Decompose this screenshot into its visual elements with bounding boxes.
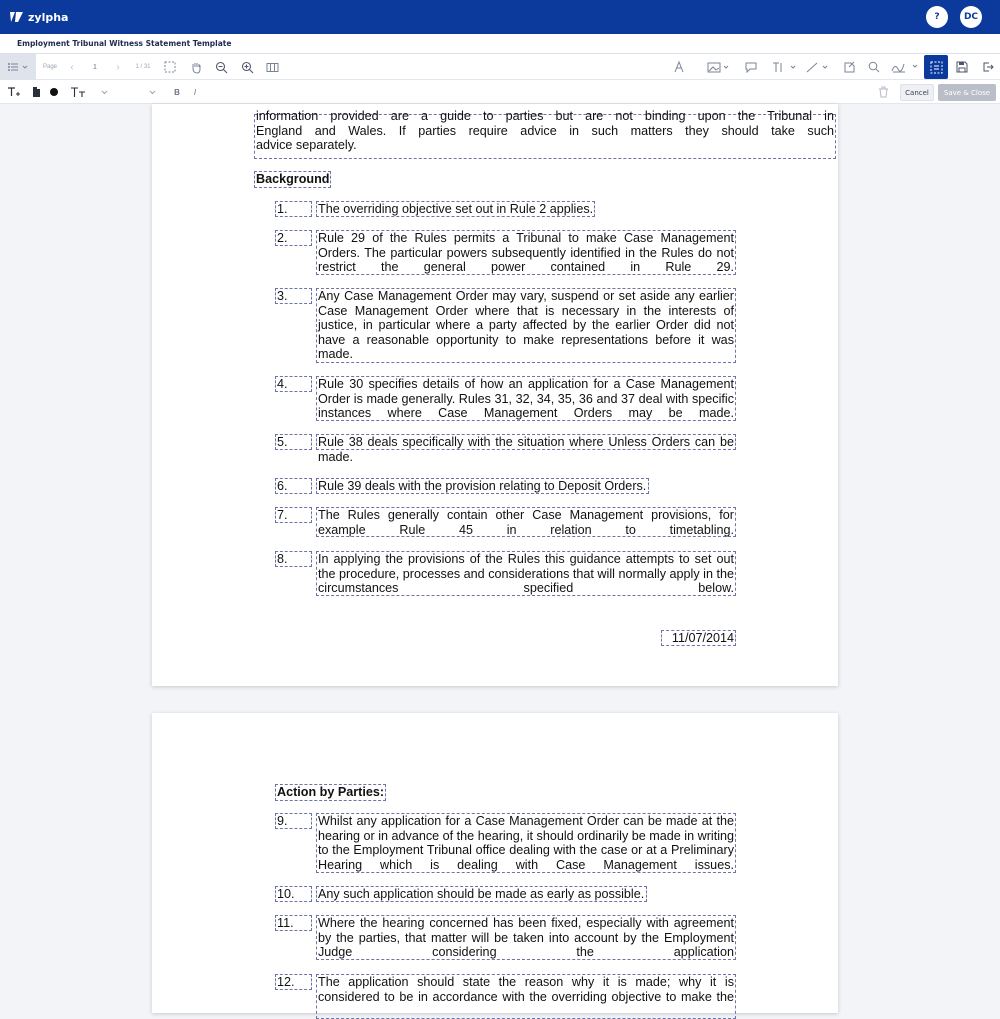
- item-text-1[interactable]: The overriding objective set out in Rule 2 applies.: [318, 202, 594, 216]
- item-text-3[interactable]: Any Case Management Order may vary, suspend or set aside any earlier Case Management Order where that is necessary in the interests of justice, in particular where a party affected by the earlier Order did not have a reasonable opportunity to make representations before it was made.: [318, 289, 734, 361]
- zoom-out-icon: [215, 61, 228, 74]
- app-header: [0, 0, 1000, 34]
- page-number-input[interactable]: 1: [93, 63, 97, 71]
- item-number-11[interactable]: 11.: [275, 915, 312, 931]
- item-text-7[interactable]: The Rules generally contain other Case Management provisions, for example Rule 45 in relation to timetabling.: [318, 508, 734, 537]
- item-text-5[interactable]: Rule 38 deals specifically with the situation where Unless Orders can be made.: [318, 435, 734, 464]
- search-icon: [868, 61, 880, 73]
- document-page-1: [152, 104, 838, 686]
- heading-background[interactable]: Background: [256, 172, 330, 186]
- text-icon: [771, 62, 797, 73]
- stamp-button[interactable]: [842, 54, 856, 80]
- text-color-button[interactable]: [46, 80, 62, 104]
- font-size-icon: [70, 86, 86, 98]
- document-page-2: [152, 713, 838, 1013]
- bold-button[interactable]: B: [174, 87, 180, 97]
- heading-action-by-parties[interactable]: Action by Parties:: [277, 785, 385, 799]
- item-number-3[interactable]: 3.: [275, 288, 312, 304]
- app-logo-text: zylpha: [28, 10, 69, 24]
- add-text-field-icon: [7, 86, 21, 98]
- user-avatar[interactable]: DC: [960, 6, 982, 28]
- cancel-button[interactable]: Cancel: [900, 84, 934, 101]
- item-number-4[interactable]: 4.: [275, 376, 312, 392]
- next-page-button[interactable]: ›: [116, 61, 120, 73]
- item-number-7[interactable]: 7.: [275, 507, 312, 523]
- signature-button[interactable]: [890, 54, 920, 80]
- intro-line-3: advice separately.: [256, 138, 357, 152]
- pan-button[interactable]: [188, 54, 204, 80]
- comment-icon: [745, 61, 757, 73]
- format-toolbar: [0, 80, 1000, 104]
- chevron-down-icon: [101, 90, 108, 95]
- item-text-4[interactable]: Rule 30 specifies details of how an application for a Case Management Order is made generally. Rules 31, 32, 34, 35, 36 and 37 deal with specific instances where Case Management Orders may be made.: [318, 377, 734, 420]
- item-text-11[interactable]: Where the hearing concerned has been fixed, especially with agreement by the parties, that matter will be taken into account by the Employment Judge considering the application: [318, 916, 734, 959]
- image-icon: [707, 62, 731, 73]
- signature-icon: [891, 61, 919, 73]
- stamp-icon: [843, 61, 855, 73]
- font-size-button[interactable]: [68, 80, 88, 104]
- pen-icon: [673, 61, 685, 73]
- select-icon: [164, 61, 176, 73]
- form-fields-button[interactable]: [924, 55, 948, 79]
- draw-line-button[interactable]: [806, 54, 830, 80]
- help-button[interactable]: ?: [926, 6, 948, 28]
- add-text-button[interactable]: [770, 54, 798, 80]
- page-total: 1 / 31: [135, 64, 151, 70]
- text-field-intro[interactable]: [254, 109, 836, 159]
- font-family-dropdown[interactable]: [100, 80, 108, 104]
- chevron-down-icon: [149, 90, 156, 95]
- item-text-8[interactable]: In applying the provisions of the Rules this guidance attempts to set out the procedure, processes and considerations that will normally apply in the circumstances specified below.: [318, 552, 734, 595]
- item-number-12[interactable]: 12.: [275, 974, 312, 990]
- item-number-6[interactable]: 6.: [275, 478, 312, 494]
- item-text-10[interactable]: Any such application should be made as early as possible.: [316, 886, 647, 902]
- save-icon: [956, 61, 968, 73]
- zoom-out-button[interactable]: [213, 54, 229, 80]
- page-layout-button[interactable]: [264, 54, 280, 80]
- exit-button[interactable]: [980, 54, 996, 80]
- line-icon: [806, 62, 830, 73]
- columns-icon: [266, 62, 279, 73]
- exit-icon: [982, 61, 994, 73]
- text-field-tool-button[interactable]: [6, 80, 22, 104]
- zoom-in-icon: [241, 61, 254, 74]
- hand-icon: [190, 61, 203, 74]
- thumbnail-list-button[interactable]: [0, 54, 36, 80]
- viewer-toolbar: [0, 54, 1000, 80]
- marquee-select-button[interactable]: [163, 54, 177, 80]
- intro-line-2: England and Wales. If parties require advice in such matters they should take such: [256, 123, 834, 138]
- date-field[interactable]: 11/07/2014: [661, 630, 736, 646]
- zoom-in-button[interactable]: [239, 54, 255, 80]
- save-and-close-button[interactable]: Save & Close: [938, 84, 996, 101]
- item-number-2[interactable]: 2.: [275, 230, 312, 246]
- form-field-icon: [930, 61, 943, 74]
- fill-bucket-icon: [30, 86, 42, 98]
- italic-button[interactable]: I: [193, 87, 197, 97]
- item-number-1[interactable]: 1.: [275, 201, 312, 217]
- zylpha-logo-icon: [10, 11, 24, 23]
- color-dot-icon: [49, 87, 59, 97]
- comment-button[interactable]: [744, 54, 758, 80]
- fill-color-button[interactable]: [28, 80, 44, 104]
- item-number-10[interactable]: 10.: [275, 886, 312, 902]
- item-text-12[interactable]: The application should state the reason why it is made; why it is considered to be in accordance with the overriding objective to make the: [316, 974, 736, 1019]
- delete-button[interactable]: [876, 80, 890, 104]
- item-text-6[interactable]: Rule 39 deals with the provision relating to Deposit Orders.: [316, 478, 649, 494]
- previous-page-button[interactable]: ‹: [70, 61, 74, 73]
- save-document-button[interactable]: [954, 54, 970, 80]
- item-text-2[interactable]: Rule 29 of the Rules permits a Tribunal to make Case Management Orders. The particular powers subsequently identified in the Rules do not restrict the general power contained in Rule 29.: [318, 231, 734, 274]
- font-size-dropdown[interactable]: [148, 80, 156, 104]
- intro-line-1: information provided are a guide to parties but are not binding upon the Tribunal in: [256, 109, 834, 123]
- list-icon: [7, 62, 29, 72]
- document-title-bar: [0, 34, 1000, 54]
- page-label: Page: [42, 64, 57, 70]
- app-logo[interactable]: [10, 11, 68, 24]
- insert-image-button[interactable]: [706, 54, 732, 80]
- trash-icon: [878, 86, 889, 98]
- draw-button[interactable]: [672, 54, 686, 80]
- item-number-9[interactable]: 9.: [275, 813, 312, 829]
- search-button[interactable]: [867, 54, 881, 80]
- item-text-9[interactable]: Whilst any application for a Case Management Order can be made at the hearing or in advance of the hearing, it should ordinarily be made in writing to the Employment Tribunal office dealing with the case or at a Preliminary Hearing which is dealing with Case Management issues.: [318, 814, 734, 872]
- document-viewer[interactable]: [0, 104, 1000, 1004]
- item-number-5[interactable]: 5.: [275, 434, 312, 450]
- document-title: Employment Tribunal Witness Statement Template: [17, 39, 232, 48]
- item-number-8[interactable]: 8.: [275, 551, 312, 567]
